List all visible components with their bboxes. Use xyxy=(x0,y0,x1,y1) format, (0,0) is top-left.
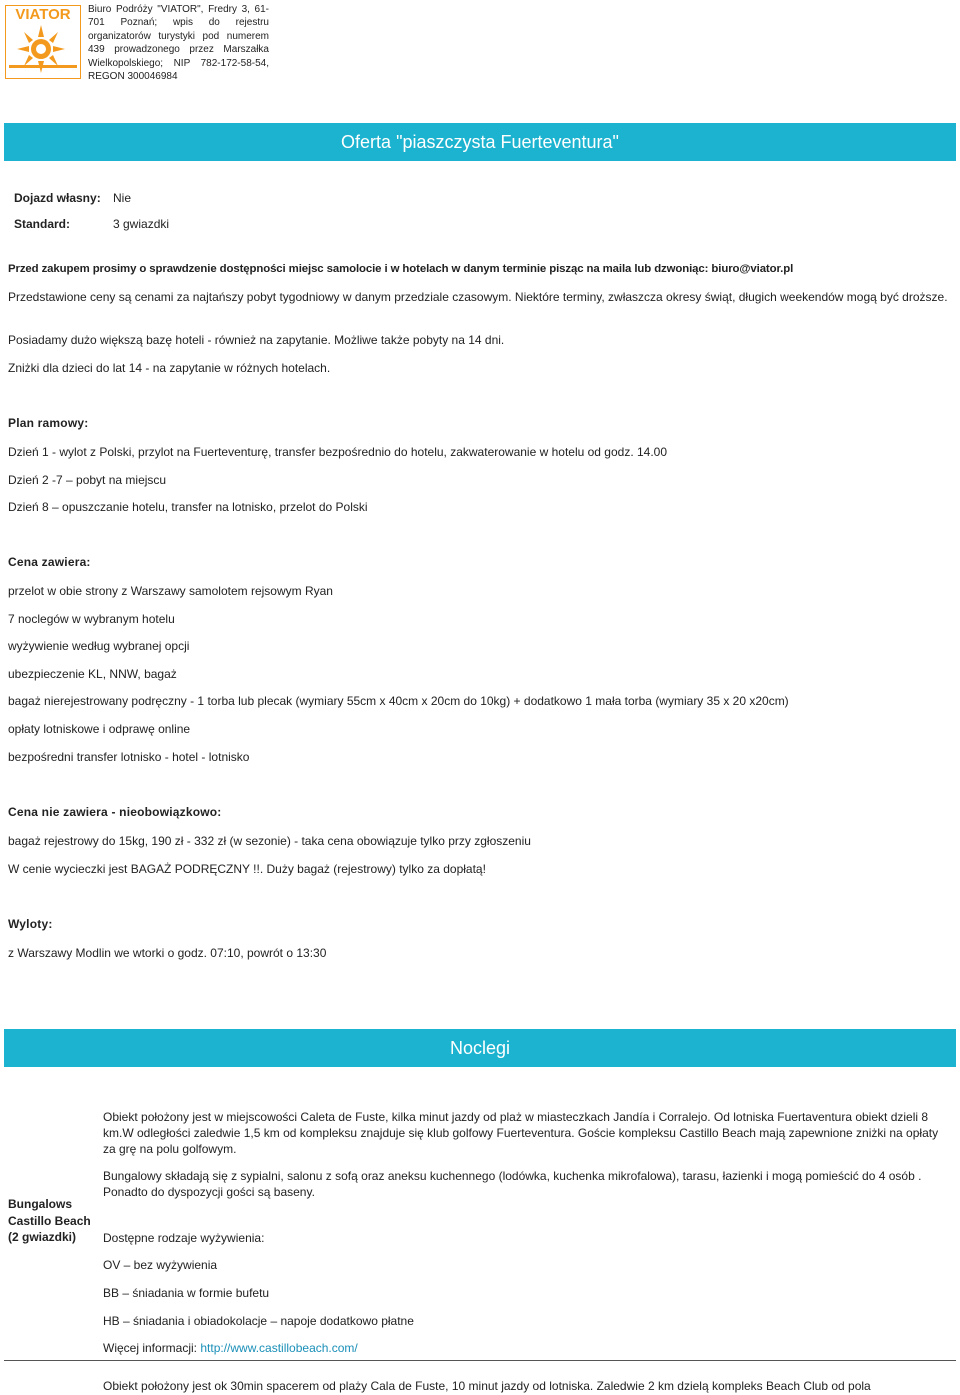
more-info xyxy=(103,1340,953,1356)
meal-option: HB – śniadania i obiadokolacje – napoje dodatkowo płatne xyxy=(103,1314,414,1328)
child-discount-info: Zniżki dla dzieci do lat 14 - na zapytanie w różnych hotelach. xyxy=(8,361,331,375)
hotel-rooms-description: Bungalowy składają się z sypialni, salonu z sofą oraz aneksu kuchennego (lodówka, kuchenka mikrofalowa), tarasu, łazienki i mogą pomieścić do 4 osób . Ponadto do dyspozycji gości są baseny. xyxy=(103,1169,922,1199)
availability-notice: Przed zakupem prosimy o sprawdzenie dostępności miejsc samolocie i w hotelach w danym terminie pisząc na maila lub dzwoniąc: biuro@viator.pl xyxy=(8,263,794,275)
plan-day-1: Dzień 1 - wylot z Polski, przylot na Fuerteventurę, transfer bezpośrednio do hotelu, zakwaterowanie w hotelu od godz. 14.00 xyxy=(8,445,668,459)
detail-label-standard: Standard: xyxy=(14,217,71,231)
offer-title-banner: Oferta "piaszczysta Fuerteventura" xyxy=(4,123,956,161)
table-divider xyxy=(4,1360,956,1361)
excludes-item: W cenie wycieczki jest BAGAŻ PODRĘCZNY !!. Duży bagaż (rejestrowy) tylko za dopłatą! xyxy=(8,862,486,876)
includes-item: bezpośredni transfer lotnisko - hotel - lotnisko xyxy=(8,750,250,764)
includes-item: przelot w obie strony z Warszawy samolotem rejsowym Ryan xyxy=(8,584,333,598)
plan-day-8: Dzień 8 – opuszczanie hotelu, transfer na lotnisko, przelot do Polski xyxy=(8,500,368,514)
noclegi-banner: Noclegi xyxy=(4,1029,956,1067)
detail-value-standard: 3 gwiazdki xyxy=(113,217,170,231)
price-info: Przedstawione ceny są cenami za najtańszy pobyt tygodniowy w danym przedziale czasowym. Niektóre terminy, zwłaszcza okresy świąt, długich weekendów mogą być droższe. xyxy=(8,290,948,304)
detail-label-dojazd: Dojazd własny: xyxy=(14,191,101,205)
detail-value-dojazd: Nie xyxy=(113,191,132,205)
hotel-name: Bungalows Castillo Beach (2 gwiazdki) xyxy=(8,1197,91,1244)
flights-title: Wyloty: xyxy=(8,917,53,931)
more-info-label: Więcej informacji: xyxy=(103,1341,201,1355)
plan-day-2-7: Dzień 2 -7 – pobyt na miejscu xyxy=(8,473,167,487)
includes-item: opłaty lotniskowe i odprawę online xyxy=(8,722,191,736)
meal-option: BB – śniadania w formie bufetu xyxy=(103,1286,270,1300)
includes-item: bagaż nierejestrowany podręczny - 1 torba lub plecak (wymiary 55cm x 40cm x 20cm do 10kg) + dodatkowo 1 mała torba (wymiary 35 x 20 x20cm) xyxy=(8,694,789,708)
viator-logo xyxy=(5,5,81,79)
logo-wordmark: VIATOR xyxy=(15,6,71,23)
includes-item: wyżywienie według wybranej opcji xyxy=(8,639,190,653)
plan-title: Plan ramowy: xyxy=(8,416,89,430)
flights-text: z Warszawy Modlin we wtorki o godz. 07:10, powrót o 13:30 xyxy=(8,946,327,960)
company-info: Biuro Podróży "VIATOR", Fredry 3, 61-701 Poznań; wpis do rejestru organizatorów turystyki pod numerem 439 prowadzonego przez Marszałka Wielkopolskiego; NIP 782-172-58-54, REGON 300046984 xyxy=(88,4,269,83)
hotel-2-description: Obiekt położony jest ok 30min spacerem od plaży Cala de Fuste, 10 minut jazdy od lotniska. Zaledwie 2 km dzielą kompleks Beach Club od pola xyxy=(103,1379,871,1393)
includes-item: 7 noclegów w wybranym hotelu xyxy=(8,612,175,626)
meal-option: OV – bez wyżywienia xyxy=(103,1258,218,1272)
excludes-title: Cena nie zawiera - nieobowiązkowo: xyxy=(8,805,222,819)
castillo-beach-link[interactable]: http://www.castillobeach.com/ xyxy=(200,1341,358,1355)
hotel-description: Obiekt położony jest w miejscowości Caleta de Fuste, kilka minut jazdy od plaż w miasteczkach Jandía i Corralejo. Od lotniska Fuertaventura obiekt dzieli 8 km.W odległości zaledwie 1,5 km od kompleksu znajduje się klub golfowy Fuerteventura. Goście kompleksu Castillo Beach mają zapewnione zniżki na opłaty za grę na polu golfowym. xyxy=(103,1110,939,1156)
includes-title: Cena zawiera: xyxy=(8,555,91,569)
hotel-base-info: Posiadamy dużo większą bazę hoteli - również na zapytanie. Możliwe także pobyty na 14 dni. xyxy=(8,333,505,347)
excludes-item: bagaż rejestrowy do 15kg, 190 zł - 332 zł (w sezonie) - taka cena obowiązuje tylko przy zgłoszeniu xyxy=(8,834,531,848)
includes-item: ubezpieczenie KL, NNW, bagaż xyxy=(8,667,177,681)
meals-title: Dostępne rodzaje wyżywienia: xyxy=(103,1231,265,1245)
